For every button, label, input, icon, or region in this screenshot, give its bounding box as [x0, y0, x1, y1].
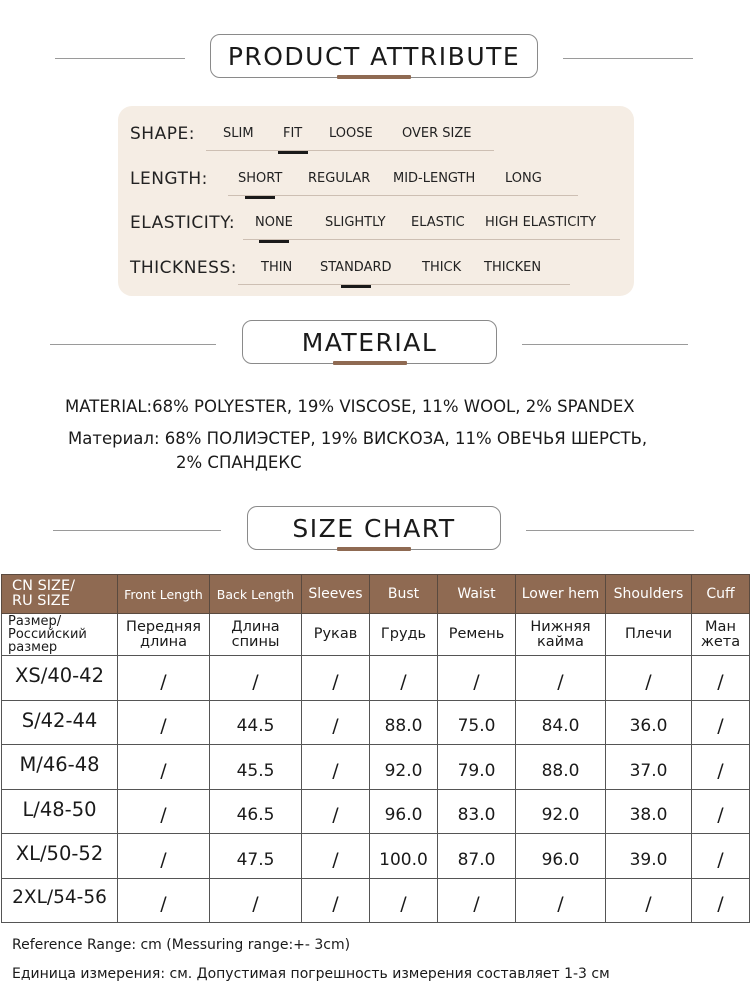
- value-cell: /: [438, 656, 516, 701]
- material-ru-line1: Материал: 68% ПОЛИЭСТЕР, 19% ВИСКОЗА, 11% ОВЕЧЬЯ ШЕРСТЬ,: [68, 429, 648, 448]
- attribute-option: OVER SIZE: [402, 126, 472, 141]
- header-cell: Bust: [370, 575, 438, 614]
- value-cell: /: [210, 656, 302, 701]
- value-cell: /: [302, 745, 370, 790]
- reference-range-en: Reference Range: cm (Messuring range:+- 3cm): [12, 937, 351, 953]
- divider-line: [563, 58, 693, 59]
- header-text: Нижняя: [530, 618, 591, 635]
- header-cell-ru: Рукав: [302, 614, 370, 656]
- header-cell: Shoulders: [606, 575, 692, 614]
- value-cell: 38.0: [606, 789, 692, 834]
- value-cell: 87.0: [438, 834, 516, 879]
- attribute-option-selected: FIT: [283, 126, 303, 141]
- header-cell: Sleeves: [302, 575, 370, 614]
- value-cell: 83.0: [438, 789, 516, 834]
- header-text: CN SIZE/: [12, 578, 76, 594]
- table-row: [2, 878, 750, 923]
- table-row: [2, 700, 750, 745]
- value-cell: 96.0: [516, 834, 606, 879]
- value-cell: 36.0: [606, 700, 692, 745]
- accent-bar: [333, 361, 407, 365]
- table-row: [2, 834, 750, 879]
- attribute-option: LONG: [505, 171, 542, 186]
- material-en: MATERIAL:68% POLYESTER, 19% VISCOSE, 11% WOOL, 2% SPANDEX: [65, 397, 635, 416]
- value-cell: /: [692, 878, 750, 923]
- value-cell: /: [302, 700, 370, 745]
- attribute-row-length: [118, 165, 634, 195]
- value-cell: 84.0: [516, 700, 606, 745]
- attribute-row-shape: [118, 120, 634, 150]
- value-cell: /: [118, 878, 210, 923]
- header-cell-size-ru: [2, 614, 118, 656]
- attribute-panel: [118, 106, 634, 296]
- attribute-option: SLIGHTLY: [325, 215, 386, 230]
- value-cell: 88.0: [516, 745, 606, 790]
- table-header-row-en: [2, 575, 750, 614]
- value-cell: 39.0: [606, 834, 692, 879]
- header-text: Ман: [705, 618, 736, 635]
- value-cell: 37.0: [606, 745, 692, 790]
- header-text: размер: [8, 640, 58, 655]
- section-title: PRODUCT ATTRIBUTE: [210, 34, 538, 78]
- header-cell: Lower hem: [516, 575, 606, 614]
- value-cell: 79.0: [438, 745, 516, 790]
- header-cell: Waist: [438, 575, 516, 614]
- value-cell: /: [370, 878, 438, 923]
- size-cell: M/46-48: [2, 745, 118, 790]
- section-title: MATERIAL: [242, 320, 497, 364]
- header-cell-ru: Грудь: [370, 614, 438, 656]
- table-row: [2, 789, 750, 834]
- header-cell: Cuff: [692, 575, 750, 614]
- accent-bar: [337, 547, 411, 551]
- value-cell: /: [438, 878, 516, 923]
- size-cell: XL/50-52: [2, 834, 118, 879]
- attribute-option: THICKEN: [484, 260, 542, 275]
- value-cell: 47.5: [210, 834, 302, 879]
- value-cell: /: [516, 656, 606, 701]
- attribute-option: REGULAR: [308, 171, 371, 186]
- header-cell-ru: [118, 614, 210, 656]
- value-cell: 92.0: [516, 789, 606, 834]
- size-cell: 2XL/54-56: [2, 878, 118, 923]
- value-cell: /: [302, 834, 370, 879]
- header-text: Размер/: [8, 614, 62, 629]
- header-cell: Back Length: [210, 575, 302, 614]
- divider-line: [50, 344, 216, 345]
- header-text: длина: [139, 633, 188, 650]
- value-cell: /: [302, 878, 370, 923]
- attribute-label: SHAPE:: [130, 124, 195, 144]
- divider-line: [522, 344, 688, 345]
- attribute-option-selected: SHORT: [238, 171, 283, 186]
- attribute-option: SLIM: [223, 126, 254, 141]
- attribute-option: MID-LENGTH: [393, 171, 476, 186]
- value-cell: 100.0: [370, 834, 438, 879]
- header-cell-ru: [692, 614, 750, 656]
- value-cell: /: [302, 789, 370, 834]
- header-cell-ru: Плечи: [606, 614, 692, 656]
- size-cell: L/48-50: [2, 789, 118, 834]
- table-row: [2, 745, 750, 790]
- value-cell: /: [692, 700, 750, 745]
- header-text: Российский: [8, 627, 87, 642]
- table-row: [2, 656, 750, 701]
- value-cell: /: [302, 656, 370, 701]
- material-ru-line2: 2% СПАНДЕКС: [176, 453, 302, 472]
- header-cell-ru: [210, 614, 302, 656]
- divider-line: [526, 530, 694, 531]
- attribute-underline: [243, 239, 620, 240]
- header-cell-ru: [516, 614, 606, 656]
- attribute-label: THICKNESS:: [130, 258, 237, 278]
- header-text: RU SIZE: [12, 593, 70, 609]
- value-cell: 46.5: [210, 789, 302, 834]
- attribute-label: LENGTH:: [130, 169, 208, 189]
- attribute-option: THICK: [422, 260, 462, 275]
- attribute-option: HIGH ELASTICITY: [485, 215, 597, 230]
- value-cell: /: [118, 789, 210, 834]
- divider-line: [53, 530, 221, 531]
- header-text: жета: [700, 633, 741, 650]
- attribute-row-thickness: [118, 254, 634, 284]
- table-header-row-ru: [2, 614, 750, 656]
- value-cell: /: [606, 656, 692, 701]
- value-cell: /: [692, 789, 750, 834]
- value-cell: /: [692, 834, 750, 879]
- value-cell: 44.5: [210, 700, 302, 745]
- header-text: Передняя: [126, 618, 201, 635]
- product-attribute-header: [0, 34, 750, 84]
- accent-bar: [337, 75, 411, 79]
- size-chart-table: [1, 574, 750, 923]
- value-cell: 45.5: [210, 745, 302, 790]
- attribute-option-selected: NONE: [255, 215, 293, 230]
- header-cell: Front Length: [118, 575, 210, 614]
- header-text: Длина: [231, 618, 280, 635]
- value-cell: /: [118, 745, 210, 790]
- attribute-underline: [206, 150, 494, 151]
- value-cell: 92.0: [370, 745, 438, 790]
- attribute-option: THIN: [261, 260, 293, 275]
- value-cell: 96.0: [370, 789, 438, 834]
- reference-range-ru: Единица измерения: см. Допустимая погрешность измерения составляет 1-3 см: [12, 966, 610, 982]
- value-cell: 88.0: [370, 700, 438, 745]
- value-cell: /: [516, 878, 606, 923]
- value-cell: /: [118, 656, 210, 701]
- size-cell: XS/40-42: [2, 656, 118, 701]
- value-cell: /: [692, 656, 750, 701]
- attribute-option-selected: STANDARD: [320, 260, 392, 275]
- attribute-underline: [238, 284, 570, 285]
- value-cell: /: [692, 745, 750, 790]
- value-cell: /: [118, 700, 210, 745]
- attribute-row-elasticity: [118, 209, 634, 239]
- size-chart-header: [0, 506, 750, 556]
- value-cell: /: [118, 834, 210, 879]
- header-text: кайма: [537, 633, 584, 650]
- value-cell: 75.0: [438, 700, 516, 745]
- header-cell-ru: Ремень: [438, 614, 516, 656]
- attribute-underline: [228, 195, 578, 196]
- attribute-option: LOOSE: [329, 126, 373, 141]
- attribute-label: ELASTICITY:: [130, 213, 236, 233]
- header-cell-size: [2, 575, 118, 614]
- value-cell: /: [210, 878, 302, 923]
- section-title: SIZE CHART: [247, 506, 501, 550]
- divider-line: [55, 58, 185, 59]
- size-cell: S/42-44: [2, 700, 118, 745]
- attribute-option: ELASTIC: [411, 215, 465, 230]
- material-header: [0, 320, 750, 370]
- header-text: спины: [231, 633, 280, 650]
- value-cell: /: [606, 878, 692, 923]
- value-cell: /: [370, 656, 438, 701]
